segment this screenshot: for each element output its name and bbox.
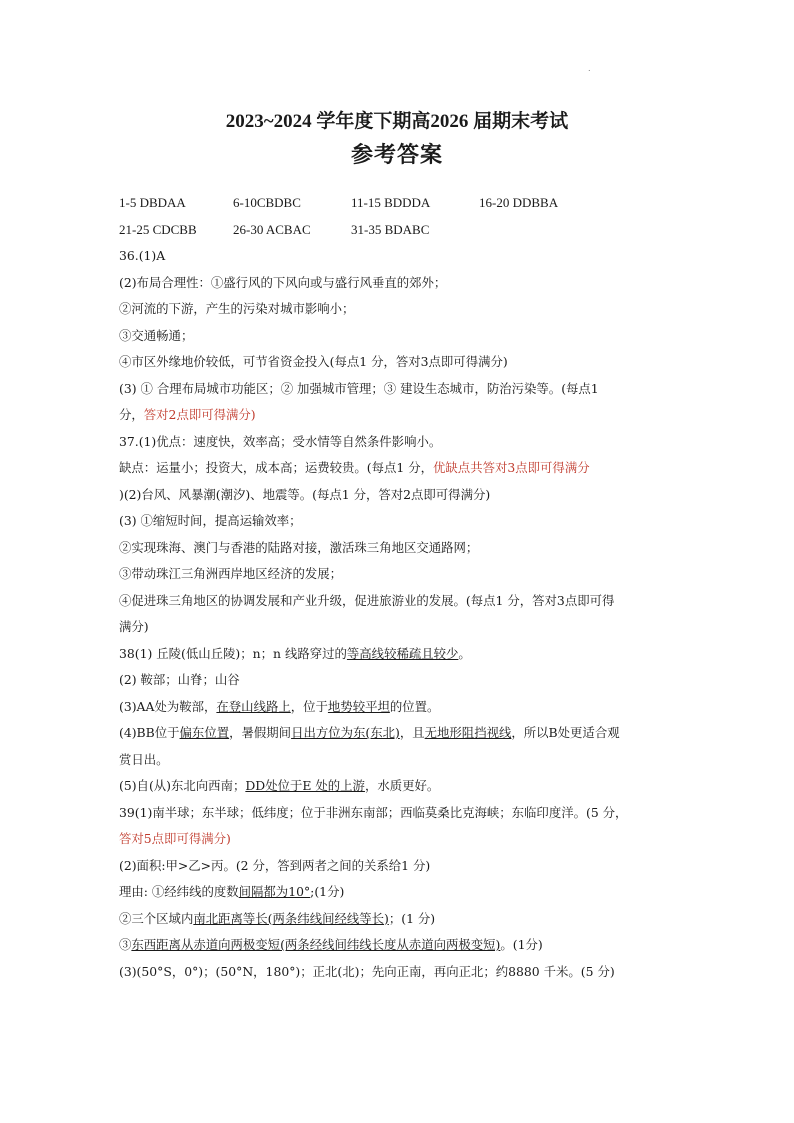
q37-line: ④促进珠三角地区的协调发展和产业升级，促进旅游业的发展。(每点1 分，答对3点即可得 xyxy=(119,592,615,608)
text-span: ③ xyxy=(119,937,132,952)
q38-line xyxy=(119,641,679,668)
q37-line: 37.(1)优点：速度快，效率高；受水情等自然条件影响小。 xyxy=(119,433,442,449)
top-mark: . xyxy=(588,64,591,73)
text-span: ，且 xyxy=(399,725,425,740)
text-span: 。(1分) xyxy=(500,937,543,952)
text-span: 分， xyxy=(119,407,144,422)
key-phrase: 间隔都为10° xyxy=(238,884,311,899)
mc-answer-group: 26-30 ACBAC xyxy=(233,221,311,237)
key-phrase: 地势较平坦 xyxy=(327,698,390,714)
q38-line: 赏日出。 xyxy=(119,751,169,767)
q36-line xyxy=(119,402,679,429)
text-span: 缺点：运量小；投资大，成本高；运费较贵。(每点1 分， xyxy=(119,460,434,475)
q39-line xyxy=(119,906,679,933)
mc-answer-group: 6-10CBDBC xyxy=(233,195,301,210)
q36-line: (2)布局合理性：①盛行风的下风向或与盛行风垂直的郊外； xyxy=(119,274,447,290)
q36-line: 36.(1)A xyxy=(119,248,166,263)
text-span: ②三个区域内 xyxy=(119,910,194,926)
q39-line xyxy=(119,879,679,906)
text-span: (4)BB位于 xyxy=(119,725,180,740)
q39-line xyxy=(119,932,679,959)
mc-answer-row-1 xyxy=(119,190,679,217)
key-phrase: 南北距离等长(两条纬线间经线等长) xyxy=(193,910,389,926)
key-phrase: 在登山线路上 xyxy=(216,698,291,714)
text-span: ；(1 分) xyxy=(388,910,436,926)
answer-key-title: 参考答案 xyxy=(350,142,443,168)
key-phrase: 无地形阻挡视线 xyxy=(424,725,512,740)
key-phrase: DD处位于E 处的上游 xyxy=(245,778,365,793)
mc-answer-group: 31-35 BDABC xyxy=(351,221,430,237)
q37-line: (3) ①缩短时间，提高运输效率； xyxy=(119,513,302,528)
exam-title: 2023~2024 学年度下期高2026 届期末考试 xyxy=(225,111,569,132)
q36-line: ②河流的下游，产生的污染对城市影响小； xyxy=(119,301,355,316)
q37-line: )(2)台风、风暴潮(潮汐)、地震等。(每点1 分，答对2点即可得满分) xyxy=(119,486,491,502)
q37-line: ②实现珠海、澳门与香港的陆路对接，激活珠三角地区交通路网； xyxy=(119,539,479,555)
text-span: ，所以B处更适合观 xyxy=(511,725,620,740)
text-span: 理由: ①经纬线的度数 xyxy=(119,884,239,899)
text-span: ;(1分) xyxy=(310,884,345,899)
text-span: 的位置。 xyxy=(389,698,440,714)
q38-line xyxy=(119,720,679,747)
key-phrase: 日出方位为东(东北) xyxy=(291,725,400,740)
q37-line xyxy=(119,455,679,482)
text-span: 。 xyxy=(458,645,471,661)
scoring-note: 优缺点共答对3点即可得满分 xyxy=(433,460,590,475)
q36-line: ③交通畅通； xyxy=(119,327,194,343)
q39-line: (2)面积:甲>乙>丙。(2 分，答到两者之间的关系给1 分) xyxy=(119,857,431,873)
text-span: (5)自(从)东北向西南； xyxy=(119,778,246,793)
text-span: 38(1) 丘陵(低山丘陵)；n；n 线路穿过的 xyxy=(119,645,347,661)
mc-answer-row-2 xyxy=(119,217,679,244)
mc-answer-group: 1-5 DBDAA xyxy=(119,195,186,210)
q36-line: ④市区外缘地价较低，可节省资金投入(每点1 分，答对3点即可得满分) xyxy=(119,354,508,369)
text-span: ，位于 xyxy=(290,698,328,714)
key-phrase: 偏东位置 xyxy=(179,725,230,740)
scoring-note: 答对2点即可得满分) xyxy=(143,407,256,422)
q38-line: (2) 鞍部；山脊；山谷 xyxy=(119,672,240,687)
q38-line xyxy=(119,694,679,721)
answer-body xyxy=(119,190,679,985)
mc-answer-group: 11-15 BDDDA xyxy=(351,195,431,210)
text-span: (3)AA处为鞍部， xyxy=(119,698,217,714)
q37-line: 满分) xyxy=(119,619,149,634)
scoring-note: 答对5点即可得满分) xyxy=(119,831,231,846)
q39-line: 39(1)南半球；东半球；低纬度；位于非洲东南部；西临莫桑比克海峡；东临印度洋。(5 分， xyxy=(119,804,628,820)
text-span: ，暑假期间 xyxy=(229,725,292,740)
key-phrase: 东西距离从赤道向两极变短(两条经线间纬线长度从赤道向两极变短) xyxy=(131,937,501,952)
key-phrase: 等高线较稀疏且较少 xyxy=(346,645,459,661)
q36-line: (3) ① 合理布局城市功能区；② 加强城市管理；③ 建设生态城市，防治污染等。(每点1 xyxy=(119,380,599,396)
q39-line: (3)(50°S，0°)；(50°N，180°)；正北(北)；先向正南，再向正北；约8880 千米。(5 分) xyxy=(119,963,615,979)
text-span: ，水质更好。 xyxy=(364,778,440,793)
q37-line: ③带动珠江三角洲西岸地区经济的发展； xyxy=(119,566,343,581)
mc-answer-group: 16-20 DDBBA xyxy=(479,195,559,210)
q38-line xyxy=(119,773,679,800)
mc-answer-group: 21-25 CDCBB xyxy=(119,221,197,237)
